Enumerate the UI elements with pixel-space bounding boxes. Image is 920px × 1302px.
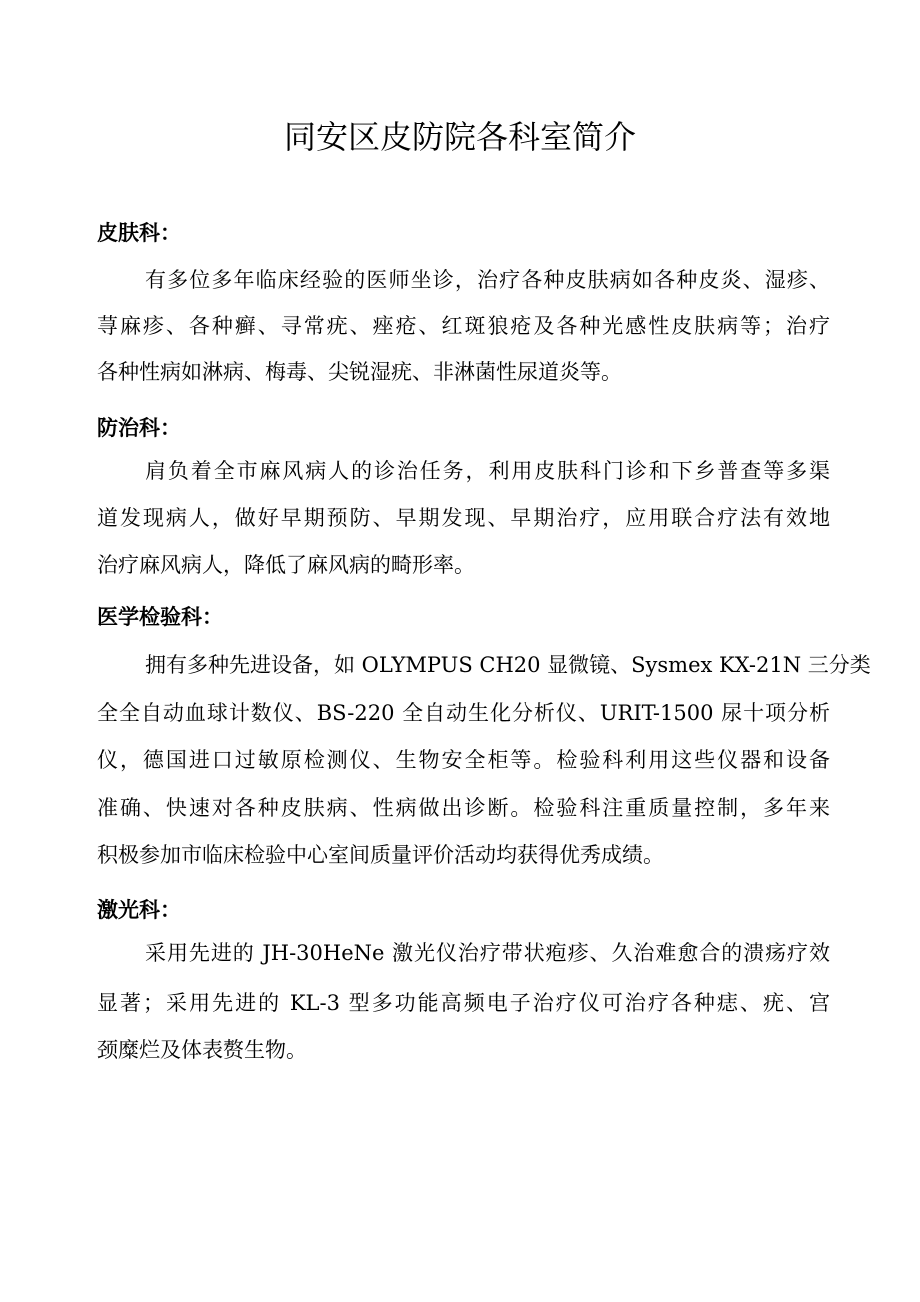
section-heading: 医学检验科： [97,605,223,629]
paragraph-line: 有多位多年临床经验的医师坐诊，治疗各种皮肤病如各种皮炎、湿疹、 [145,268,830,292]
paragraph-line: 肩负着全市麻风病人的诊治任务，利用皮肤科门诊和下乡普查等多渠 [145,459,830,483]
paragraph-line: 显著；采用先进的 KL-3 型多功能高频电子治疗仪可治疗各种痣、疣、宫 [97,991,830,1015]
document-title: 同安区皮防院各科室简介 [283,118,636,156]
paragraph-line: 积极参加市临床检验中心室间质量评价活动均获得优秀成绩。 [97,843,664,867]
paragraph-line: 全全自动血球计数仪、BS-220 全自动生化分析仪、URIT-1500 尿十项分析 [97,701,830,725]
paragraph-line: 颈糜烂及体表赘生物。 [97,1038,307,1062]
paragraph-line: 荨麻疹、各种癣、寻常疣、痤疮、红斑狼疮及各种光感性皮肤病等；治疗 [97,314,830,338]
paragraph-line: 治疗麻风病人，降低了麻风病的畸形率。 [97,553,475,577]
paragraph-line: 拥有多种先进设备，如 OLYMPUS CH20 显微镜、Sysmex KX-21N 三分类 [145,653,871,677]
section-heading: 防治科： [97,416,181,440]
paragraph-line: 准确、快速对各种皮肤病、性病做出诊断。检验科注重质量控制，多年来 [97,796,830,820]
section-heading: 皮肤科： [97,221,181,245]
paragraph-line: 采用先进的 JH-30HeNe 激光仪治疗带状疱疹、久治难愈合的溃疡疗效 [145,941,830,965]
paragraph-line: 道发现病人，做好早期预防、早期发现、早期治疗，应用联合疗法有效地 [97,506,830,530]
paragraph-line: 各种性病如淋病、梅毒、尖锐湿疣、非淋菌性尿道炎等。 [97,360,622,384]
section-heading: 激光科： [97,898,181,922]
paragraph-line: 仪，德国进口过敏原检测仪、生物安全柜等。检验科利用这些仪器和设备 [97,748,830,772]
